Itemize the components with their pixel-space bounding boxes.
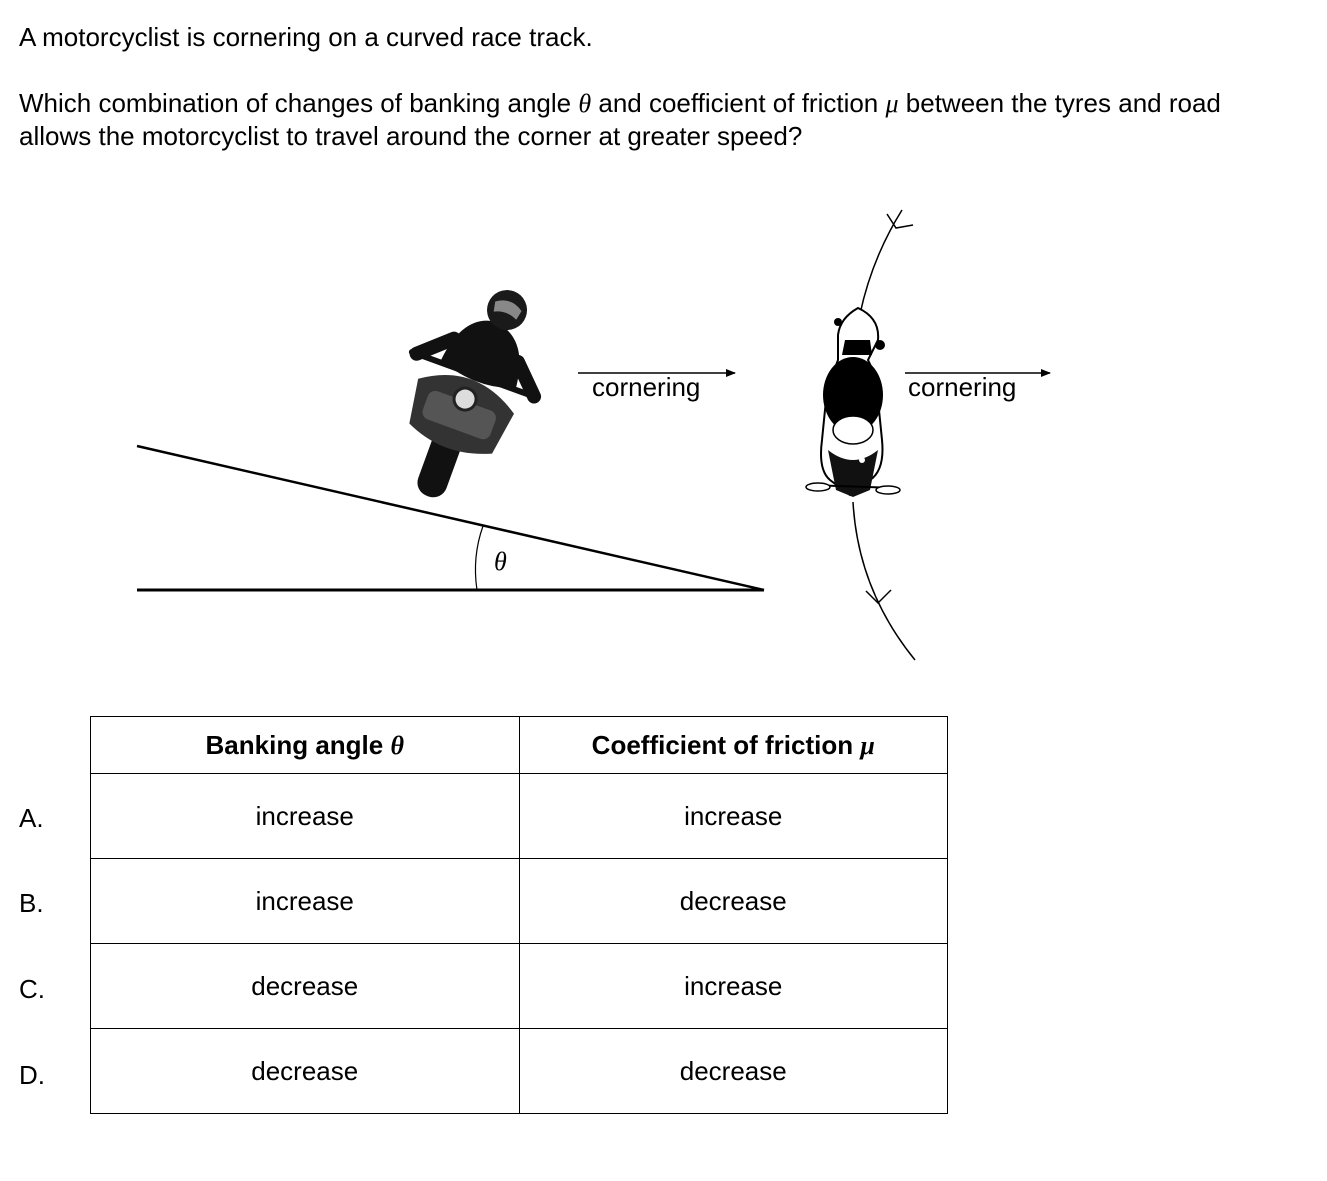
option-letter-c: C. [19, 974, 45, 1004]
cell-banking: decrease [91, 944, 520, 1029]
cell-banking: decrease [91, 1029, 520, 1114]
option-letter-b: B. [19, 888, 44, 918]
table-header-row [91, 717, 948, 774]
table-row [91, 944, 948, 1029]
angle-label: θ [494, 547, 507, 576]
intro-text: A motorcyclist is cornering on a curved race track. [19, 22, 593, 52]
question-text: Which combination of changes of banking angle θ and coefficient of friction μ between the tyres and road allows the motorcyclist to travel around the corner at greater speed? [19, 88, 1221, 151]
cell-friction: decrease [519, 1029, 948, 1114]
mu-symbol: μ [885, 89, 899, 118]
option-letter-d: D. [19, 1060, 45, 1090]
angle-arc [475, 526, 483, 590]
header-banking-angle: Banking angle θ [91, 717, 520, 774]
table-row [91, 774, 948, 859]
options-table [90, 716, 948, 1114]
motorcycle-top-view-icon [806, 308, 900, 497]
header-coefficient-of-friction: Coefficient of friction μ [519, 717, 948, 774]
option-letter-a: A. [19, 803, 44, 833]
table-row [91, 1029, 948, 1114]
right-cornering-label: cornering [908, 372, 1017, 402]
cell-banking: increase [91, 859, 520, 944]
left-cornering-label: cornering [592, 372, 701, 402]
cell-friction: increase [519, 944, 948, 1029]
cell-friction: increase [519, 774, 948, 859]
cell-banking: increase [91, 774, 520, 859]
motorcycle-front-view-icon [367, 266, 568, 520]
theta-symbol: θ [578, 89, 592, 118]
cell-friction: decrease [519, 859, 948, 944]
track-direction-chevron [887, 214, 913, 228]
table-row [91, 859, 948, 944]
